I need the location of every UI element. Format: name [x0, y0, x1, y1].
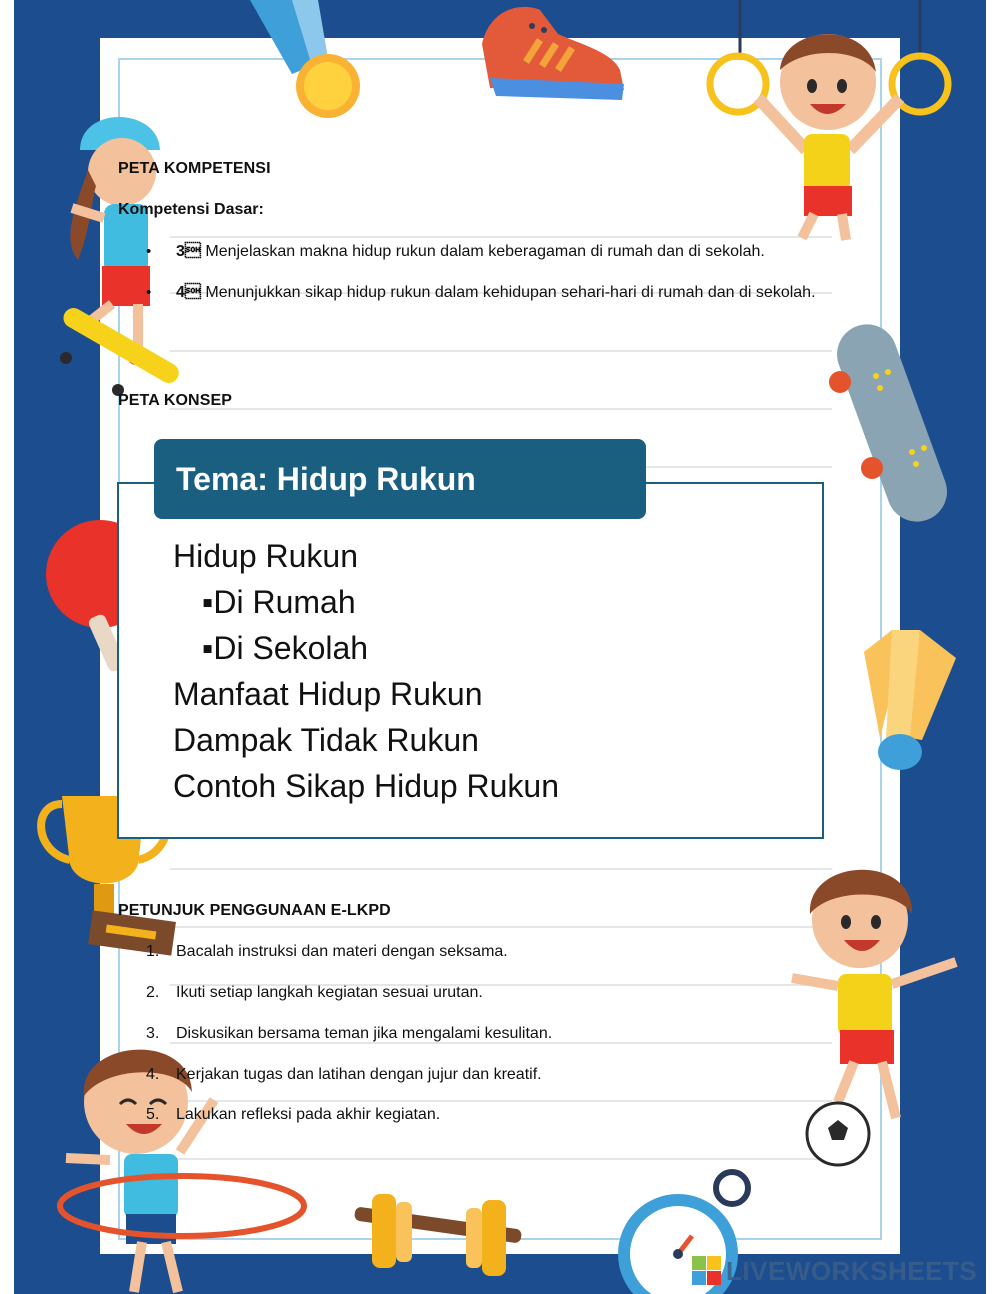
ruled-line [170, 408, 832, 410]
peta-konsep-heading: PETA KONSEP [118, 392, 233, 409]
instruction-number: 2. [146, 984, 160, 1001]
gym-rings-boy-icon [700, 0, 958, 250]
ruled-line [170, 868, 832, 870]
instruction-number: 3. [146, 1025, 160, 1042]
watermark-text: LIVEWORKSHEETS [726, 1256, 978, 1286]
instruction-number: 5. [146, 1106, 160, 1123]
instruction-item [146, 1106, 786, 1124]
sneaker-icon [470, 0, 632, 108]
liveworksheets-logo-icon [692, 1256, 722, 1286]
concept-item: Contoh Sikap Hidup Rukun [173, 768, 560, 804]
kd-number: 4 [176, 284, 201, 301]
concept-subitem: ▪Di Sekolah [202, 630, 369, 666]
instruction-text: Bacalah instruksi dan materi dengan seksama. [176, 943, 508, 960]
kd-number: 3 [176, 243, 201, 260]
kd-text: Menunjukkan sikap hidup rukun dalam kehidupan sehari-hari di rumah dan di sekolah. [205, 284, 816, 301]
concept-item: Hidup Rukun [173, 538, 358, 574]
kompetensi-dasar-label: Kompetensi Dasar: [118, 201, 264, 218]
instruction-text: Ikuti setiap langkah kegiatan sesuai urutan. [176, 984, 483, 1001]
concept-subitem: ▪Di Rumah [202, 584, 356, 620]
instruction-number: 4. [146, 1066, 160, 1083]
bullet-icon: • [146, 284, 152, 301]
kd-list-item [146, 279, 876, 307]
instruction-number: 1. [146, 943, 160, 960]
instruction-item [146, 984, 786, 1002]
kd-text: Menjelaskan makna hidup rukun dalam keberagaman di rumah dan di sekolah. [205, 243, 765, 260]
shuttlecock-icon [846, 628, 966, 774]
football-boy-icon [776, 858, 972, 1168]
ruled-line [170, 350, 832, 352]
instruction-item [146, 1066, 786, 1084]
kd-list-item [146, 238, 876, 266]
ruled-line [170, 926, 832, 928]
instruction-item [146, 943, 786, 961]
skateboard-icon [828, 318, 958, 528]
medal-icon [232, 0, 364, 122]
concept-item: Manfaat Hidup Rukun [173, 676, 483, 712]
instruction-text: Kerjakan tugas dan latihan dengan jujur dan kreatif. [176, 1066, 542, 1083]
concept-map-title: Tema: Hidup Rukun [154, 439, 646, 519]
petunjuk-heading: PETUNJUK PENGGUNAAN E-LKPD [118, 902, 391, 919]
instruction-text: Lakukan refleksi pada akhir kegiatan. [176, 1106, 441, 1123]
instruction-item [146, 1025, 786, 1043]
peta-kompetensi-heading: PETA KOMPETENSI [118, 160, 271, 177]
bullet-icon: • [146, 243, 152, 260]
instruction-text: Diskusikan bersama teman jika mengalami kesulitan. [176, 1025, 553, 1042]
dumbbell-icon [350, 1188, 526, 1282]
concept-item: Dampak Tidak Rukun [173, 722, 479, 758]
